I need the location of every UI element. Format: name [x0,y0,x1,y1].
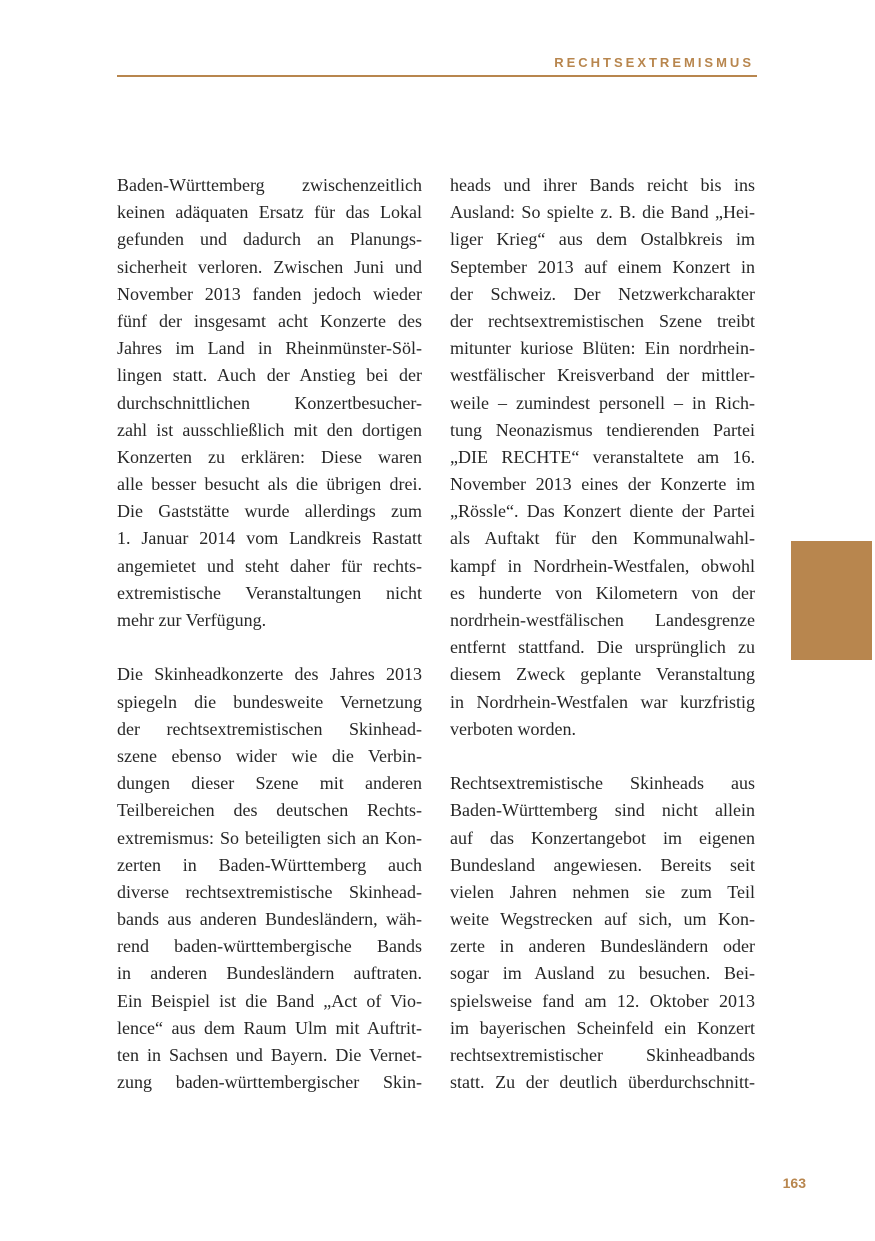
text-line: November 2013 fanden jedoch wieder [117,283,422,304]
text-line: November 2013 eines der Konzerte im [450,474,755,495]
text-line: kampf in Nordrhein-Westfalen, obwohl [450,555,755,576]
text-line: heads und ihrer Bands reicht bis ins [450,175,755,195]
text-line: Baden-Württemberg sind nicht allein [450,800,755,821]
text-line: spiegeln die bundesweite Vernetzung [117,691,422,712]
text-line: rechtsextremistischer Skinheadbands [450,1045,755,1065]
text-line: der rechtsextremistischen Szene treibt [450,310,755,331]
text-line: szene ebenso wider wie die Verbin- [117,745,422,766]
text-line: Jahres im Land in Rheinmünster-Söl- [117,338,422,359]
text-line: zung baden-württembergischer Skin- [117,1072,422,1093]
text-line: verboten worden. [450,718,576,739]
text-line: Teilbereichen des deutschen Rechts- [117,800,422,821]
text-line: dungen dieser Szene mit anderen [117,773,422,794]
text-line: diverse rechtsextremistische Skinhead- [117,881,422,902]
text-line: Konzerten zu erklären: Diese waren [117,446,422,467]
text-line: in Nordrhein-Westfalen war kurzfristig [450,691,755,712]
text-line: extremismus: So beteiligten sich an Kon- [117,827,422,848]
text-line: sogar im Ausland zu besuchen. Bei- [450,963,755,984]
text-line: auf das Konzertangebot im eigenen [450,827,755,848]
text-line: der Schweiz. Der Netzwerkcharakter [450,283,755,304]
text-line: „Rössle“. Das Konzert diente der Partei [450,501,755,522]
text-line: Die Gaststätte wurde allerdings zum [117,501,422,522]
text-line: gefunden und dadurch an Planungs- [117,229,422,250]
text-line: Bundesland angewiesen. Bereits seit [450,854,755,875]
text-line: lingen statt. Auch der Anstieg bei der [117,365,422,386]
text-line: durchschnittlichen Konzertbesucher- [117,392,422,413]
section-title: RECHTSEXTREMISMUS [554,55,754,70]
text-line: weite Wegstrecken auf sich, um Kon- [450,909,755,930]
left-column [117,172,422,1096]
text-line: tung Neonazismus tendierenden Partei [450,419,755,440]
text-line: als Auftakt für den Kommunalwahl- [450,528,755,549]
text-line: sicherheit verloren. Zwischen Juni und [117,256,422,277]
text-line: statt. Zu der deutlich überdurchschnitt- [450,1072,755,1093]
paragraph-gap [117,634,422,661]
text-line: lence“ aus dem Raum Ulm mit Auftrit- [117,1017,422,1038]
text-line: angemietet und steht daher für rechts- [117,555,422,576]
right-column [450,172,755,1096]
text-line: Rechtsextremistische Skinheads aus [450,773,755,794]
text-line: keinen adäquaten Ersatz für das Lokal [117,202,422,223]
text-line: rend baden-württembergische Bands [117,936,422,957]
text-line: mehr zur Verfügung. [117,610,267,630]
text-line: fünf der insgesamt acht Konzerte des [117,310,422,331]
text-line: diesem Zweck geplante Veranstaltung [450,664,755,685]
text-line: Baden-Württemberg zwischenzeitlich [117,175,422,195]
paragraph-gap [450,743,755,770]
text-line: im bayerischen Scheinfeld ein Konzert [450,1017,755,1038]
text-line: westfälischer Kreisverband der mittler- [450,365,755,386]
text-line: der rechtsextremistischen Skinhead- [117,718,422,739]
text-line: ten in Sachsen und Bayern. Die Vernet- [117,1045,422,1065]
text-line: September 2013 auf einem Konzert in [450,256,755,277]
text-line: zerte in anderen Bundesländern oder [450,936,755,957]
text-line: zahl ist ausschließlich mit den dortigen [117,419,422,440]
chapter-side-tab [791,541,872,660]
text-line: zerten in Baden-Württemberg auch [117,854,422,875]
text-line: alle besser besucht als die übrigen drei. [117,474,422,495]
page-number: 163 [782,1175,806,1191]
text-line: nordrhein-westfälischen Landesgrenze [450,610,755,630]
text-line: Die Skinheadkonzerte des Jahres 2013 [117,664,422,685]
text-line: bands aus anderen Bundesländern, wäh- [117,909,422,930]
text-line: mitunter kuriose Blüten: Ein nordrhein- [450,338,755,359]
text-line: 1. Januar 2014 vom Landkreis Rastatt [117,528,422,549]
text-line: Ausland: So spielte z. B. die Band „Hei- [450,202,755,223]
header-rule [117,75,757,77]
text-line: extremistische Veranstaltungen nicht [117,582,422,603]
text-line: in anderen Bundesländern auftraten. [117,963,422,984]
text-line: vielen Jahren nehmen sie zum Teil [450,881,755,902]
text-line: entfernt stattfand. Die ursprünglich zu [450,637,755,658]
text-line: liger Krieg“ aus dem Ostalbkreis im [450,229,755,250]
text-line: spielsweise fand am 12. Oktober 2013 [450,990,755,1011]
text-line: Ein Beispiel ist die Band „Act of Vio- [117,990,422,1011]
text-line: es hunderte von Kilometern von der [450,582,755,603]
text-line: weile – zumindest personell – in Rich- [450,392,755,413]
text-line: „DIE RECHTE“ veranstaltete am 16. [450,446,755,467]
